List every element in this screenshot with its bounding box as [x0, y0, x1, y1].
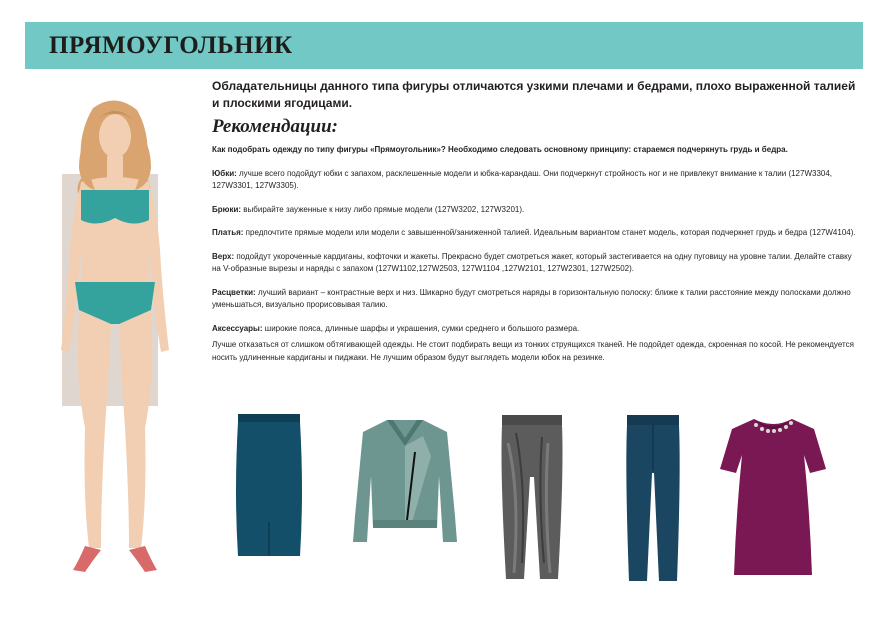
accessories-text: широкие пояса, длинные шарфы и украшения, сумки среднего и большого размера. — [262, 323, 580, 333]
colors-paragraph — [212, 287, 862, 312]
figure-illustration — [35, 98, 195, 578]
skirts-text: лучше всего подойдут юбки с запахом, расклешенные модели и юбка-карандаш. Они подчеркнут стройность ног и не привлекут внимание к талии (127W3304, 127W3301, 127W3305). — [212, 168, 833, 190]
pencil-skirt-image — [232, 412, 306, 565]
colors-text: лучший вариант – контрастные верх и низ. Шикарно будут смотреться наряды в горизонтальную полоску: ближе к талии расстояние между полосками должно уменьшаться, визуально прорисовывая талию. — [212, 287, 851, 309]
title-banner — [25, 22, 863, 69]
page-title: ПРЯМОУГОЛЬНИК — [49, 32, 293, 59]
intro-text: Обладательницы данного типа фигуры отличаются узкими плечами и бедрами, плохо выраженной талией и плоскими ягодицами. — [212, 79, 856, 110]
gray-trousers-image — [496, 413, 568, 588]
trousers-paragraph — [212, 204, 862, 217]
content — [212, 78, 862, 364]
jacket-image — [351, 416, 459, 551]
skirts-label: Юбки: — [212, 168, 237, 178]
jacket-icon — [351, 416, 459, 546]
dresses-label: Платья: — [212, 228, 244, 237]
accessories-paragraph — [212, 323, 862, 336]
tops-paragraph — [212, 251, 862, 276]
colors-label: Расцветки: — [212, 287, 256, 297]
trousers-text: выбирайте зауженные к низу либо прямые модели (127W3202, 127W3201). — [241, 204, 525, 214]
skirts-paragraph — [212, 168, 862, 193]
dress-icon — [718, 415, 828, 579]
navy-trousers-image — [621, 413, 685, 588]
lead-text: Как подобрать одежду по типу фигуры «Прямоугольник»? Необходимо следовать основному принципу: стараемся подчеркнуть грудь и бедра. — [212, 145, 788, 154]
recommendations-heading: Рекомендации: — [212, 116, 338, 137]
skirt-icon — [232, 412, 306, 560]
tops-label: Верх: — [212, 251, 235, 261]
dresses-text: предпочтите прямые модели или модели с завышенной/заниженной талией. Идеальным вариантом станет модель, которая подчеркнет грудь и бедра (127W4104). — [243, 228, 856, 237]
dresses-paragraph — [212, 227, 862, 240]
accessories-label: Аксессуары: — [212, 323, 263, 333]
rectangle-body-icon — [35, 98, 195, 578]
trousers-label: Брюки: — [212, 204, 242, 214]
avoid-paragraph: Лучше отказаться от слишком обтягивающей одежды. Не стоит подбирать вещи из тонких струящихся тканей. Не подойдет одежда, скроенная по косой. Не рекомендуется носить удлиненные кардиганы и пиджаки. Не лучшим образом будут выглядеть модели юбок на резинке. — [212, 340, 854, 362]
trousers-icon — [621, 413, 685, 583]
tops-text: подойдут укороченные кардиганы, кофточки и жакеты. Прекрасно будет смотреться жакет, который застегивается на одну пуговицу на уровне талии. Делайте ставку на V-образные вырезы и наряды с запахом (127W1102,127W2503, 127W1104 ,127W2101, 127W2301, 127W2502). — [212, 251, 852, 273]
lead-paragraph — [212, 144, 862, 157]
dress-image — [718, 415, 828, 584]
trousers-icon — [496, 413, 568, 583]
